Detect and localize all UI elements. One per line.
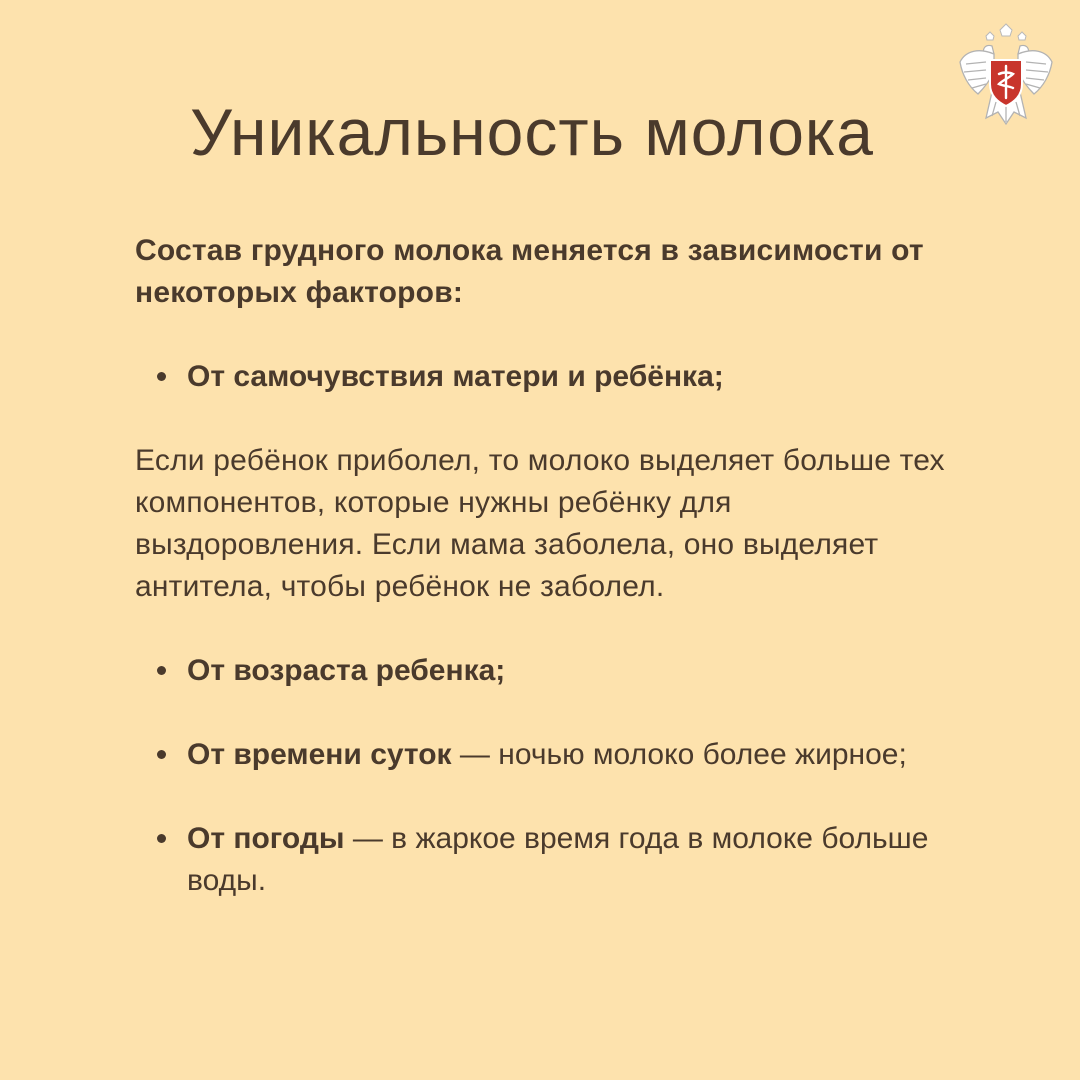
factor-detail: — в жаркое время года в молоке больше воды. bbox=[187, 822, 929, 897]
bullet-icon bbox=[157, 750, 166, 759]
bullet-icon bbox=[157, 666, 166, 675]
list-item bbox=[135, 356, 965, 398]
list-item bbox=[135, 734, 965, 776]
factors-list-1 bbox=[135, 356, 965, 398]
list-item bbox=[135, 650, 965, 692]
factor-detail: — ночью молоко более жирное; bbox=[451, 738, 907, 771]
article-body bbox=[135, 230, 965, 902]
explanation-paragraph: Если ребёнок приболел, то молоко выделяет больше тех компонентов, которые нужны ребёнку для выздоровления. Если мама заболела, оно выделяет антитела, чтобы ребёнок не заболел. bbox=[135, 444, 945, 603]
list-item bbox=[135, 818, 965, 902]
intro-paragraph: Состав грудного молока меняется в зависимости от некоторых факторов: bbox=[135, 234, 924, 309]
factor-label: От самочувствия матери и ребёнка; bbox=[187, 360, 724, 393]
factors-list-2 bbox=[135, 650, 965, 902]
page-title: Уникальность молока bbox=[190, 95, 874, 169]
factor-label: От погоды bbox=[187, 822, 345, 855]
bullet-icon bbox=[157, 834, 166, 843]
factor-label: От возраста ребенка; bbox=[187, 654, 506, 687]
factor-label: От времени суток bbox=[187, 738, 452, 771]
bullet-icon bbox=[157, 372, 166, 381]
